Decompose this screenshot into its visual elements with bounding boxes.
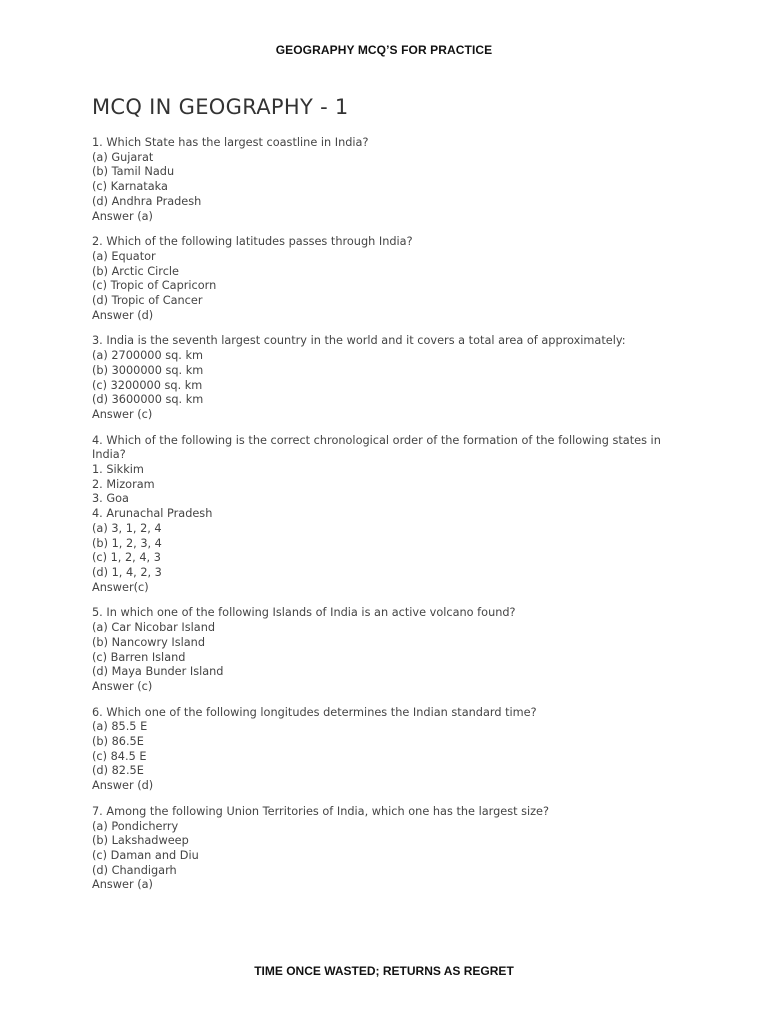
page-header: GEOGRAPHY MCQ’S FOR PRACTICE — [275, 43, 493, 57]
option-line: (a) Equator — [92, 249, 156, 263]
option-line: (d) Maya Bunder Island — [92, 665, 224, 679]
option-line: (b) 86.5E — [92, 735, 144, 749]
question-line: India? — [92, 448, 126, 462]
option-line: (b) Tamil Nadu — [92, 165, 175, 179]
option-line: (d) Andhra Pradesh — [92, 194, 202, 208]
option-line: (b) Lakshadweep — [92, 834, 189, 848]
option-line: (c) Barren Island — [92, 650, 186, 664]
option-line: (a) Car Nicobar Island — [92, 621, 216, 635]
option-line: (b) 1, 2, 3, 4 — [92, 536, 162, 550]
answer-line: Answer (d) — [92, 308, 154, 322]
question-line: 2. Mizoram — [92, 477, 155, 491]
question-list — [92, 136, 682, 904]
option-line: (c) 3200000 sq. km — [92, 378, 203, 392]
option-line: (d) 82.5E — [92, 764, 144, 778]
question-text: 4. Which of the following is the correct chronological order of the formation of the following states in — [92, 433, 661, 447]
question-line: 3. Goa — [92, 492, 129, 506]
option-line: (d) Chandigarh — [92, 863, 177, 877]
option-line: (a) 2700000 sq. km — [92, 349, 204, 363]
option-line: (d) Tropic of Cancer — [92, 294, 203, 308]
answer-line: Answer (a) — [92, 209, 153, 223]
question-block — [92, 136, 682, 224]
question-text: 5. In which one of the following Islands of India is an active volcano found? — [92, 606, 516, 620]
question-block — [92, 706, 682, 794]
answer-line: Answer (d) — [92, 779, 154, 793]
question-text: 1. Which State has the largest coastline in India? — [92, 136, 369, 149]
option-line: (c) 84.5 E — [92, 749, 147, 763]
question-line: 1. Sikkim — [92, 463, 144, 477]
option-line: (c) 1, 2, 4, 3 — [92, 551, 161, 565]
answer-line: Answer(c) — [92, 580, 149, 594]
option-line: (b) 3000000 sq. km — [92, 363, 204, 377]
option-line: (d) 3600000 sq. km — [92, 393, 204, 407]
option-line: (b) Arctic Circle — [92, 264, 180, 278]
question-text: 2. Which of the following latitudes passes through India? — [92, 235, 413, 249]
option-line: (a) Gujarat — [92, 150, 154, 164]
question-text: 3. India is the seventh largest country in the world and it covers a total area of approximately: — [92, 334, 626, 348]
option-line: (d) 1, 4, 2, 3 — [92, 565, 162, 579]
question-text: 7. Among the following Union Territories of India, which one has the largest size? — [92, 804, 550, 818]
answer-line: Answer (c) — [92, 407, 153, 421]
question-block — [92, 235, 682, 323]
question-line: 4. Arunachal Pradesh — [92, 507, 213, 521]
answer-line: Answer (c) — [92, 679, 153, 693]
question-text: 6. Which one of the following longitudes determines the Indian standard time? — [92, 705, 537, 719]
answer-line: Answer (a) — [92, 878, 153, 892]
document-title: MCQ IN GEOGRAPHY - 1 — [92, 95, 349, 119]
option-line: (c) Tropic of Capricorn — [92, 279, 217, 293]
option-line: (a) Pondicherry — [92, 819, 179, 833]
option-line: (c) Karnataka — [92, 180, 168, 194]
question-block — [92, 434, 682, 596]
option-line: (c) Daman and Diu — [92, 848, 199, 862]
option-line: (a) 3, 1, 2, 4 — [92, 521, 162, 535]
question-block — [92, 606, 682, 694]
option-line: (b) Nancowry Island — [92, 635, 206, 649]
question-block — [92, 334, 682, 422]
page-footer: TIME ONCE WASTED; RETURNS AS REGRET — [254, 964, 514, 978]
option-line: (a) 85.5 E — [92, 720, 148, 734]
question-block — [92, 805, 682, 893]
